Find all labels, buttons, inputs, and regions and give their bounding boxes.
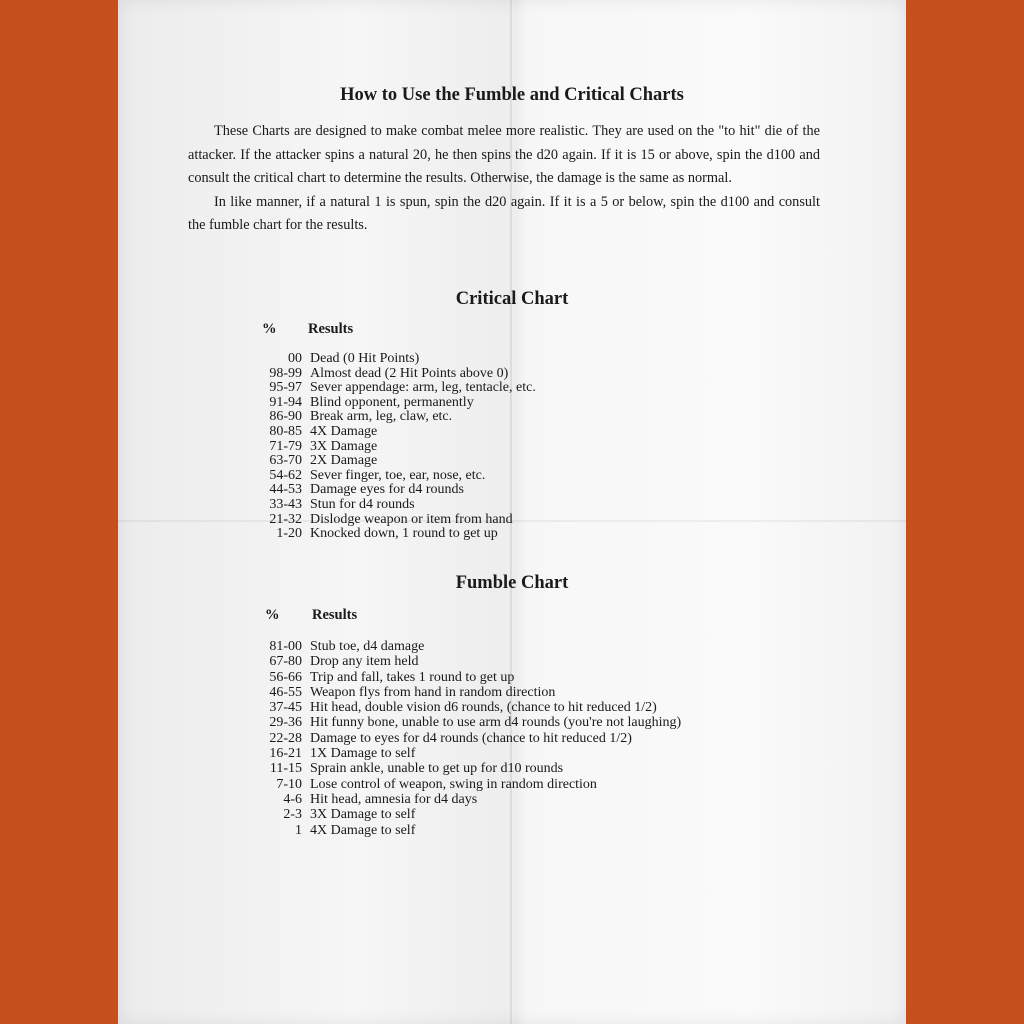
fumble-row-result: Trip and fall, takes 1 round to get up bbox=[310, 669, 515, 685]
critical-row-percent: 33-43 bbox=[269, 496, 302, 512]
critical-chart-row bbox=[260, 440, 536, 455]
critical-row-result: Almost dead (2 Hit Points above 0) bbox=[310, 365, 509, 381]
critical-row-percent: 86-90 bbox=[269, 409, 302, 425]
critical-chart-row bbox=[260, 469, 536, 484]
critical-row-percent: 44-53 bbox=[269, 482, 302, 498]
fumble-row-percent: 29-36 bbox=[269, 715, 302, 731]
critical-row-percent: 98-99 bbox=[269, 365, 302, 381]
fumble-row-result: Lose control of weapon, swing in random direction bbox=[310, 776, 597, 792]
critical-row-percent: 91-94 bbox=[269, 394, 302, 410]
fumble-row-result: Damage to eyes for d4 rounds (chance to hit reduced 1/2) bbox=[310, 730, 632, 746]
fumble-chart-row bbox=[260, 777, 681, 792]
critical-col-percent: % bbox=[262, 321, 277, 337]
fumble-col-percent: % bbox=[265, 607, 280, 623]
fumble-row-result: 4X Damage to self bbox=[310, 822, 416, 838]
fumble-row-result: Hit funny bone, unable to use arm d4 rounds (you're not laughing) bbox=[310, 715, 682, 731]
fumble-chart-row bbox=[260, 654, 681, 669]
fumble-chart-row bbox=[260, 670, 681, 685]
fumble-col-results: Results bbox=[312, 607, 358, 623]
intro-paragraph: In like manner, if a natural 1 is spun, spin the d20 again. If it is a 5 or below, spin the d100 and consult the fumble chart for the results. bbox=[188, 193, 820, 234]
fumble-row-percent: 37-45 bbox=[269, 700, 302, 716]
fumble-row-percent: 4-6 bbox=[283, 791, 302, 807]
fumble-row-percent: 22-28 bbox=[269, 730, 302, 746]
fumble-chart-row bbox=[260, 761, 681, 776]
critical-row-result: 4X Damage bbox=[310, 423, 378, 439]
critical-row-percent: 1-20 bbox=[276, 526, 302, 542]
fumble-row-percent: 67-80 bbox=[269, 654, 302, 670]
critical-chart-row bbox=[260, 396, 536, 411]
critical-row-result: Break arm, leg, claw, etc. bbox=[310, 409, 453, 425]
critical-row-result: Dead (0 Hit Points) bbox=[310, 351, 420, 366]
fumble-row-result: Hit head, amnesia for d4 days bbox=[310, 791, 478, 807]
fumble-row-percent: 56-66 bbox=[269, 669, 302, 685]
fumble-chart-row bbox=[260, 746, 681, 761]
critical-row-result: Damage eyes for d4 rounds bbox=[310, 482, 464, 498]
critical-row-percent: 00 bbox=[288, 351, 302, 366]
fumble-row-percent: 16-21 bbox=[269, 746, 302, 762]
fumble-row-result: Sprain ankle, unable to get up for d10 rounds bbox=[310, 761, 564, 777]
critical-row-result: Sever finger, toe, ear, nose, etc. bbox=[310, 467, 486, 483]
fumble-chart-row bbox=[260, 715, 681, 730]
fumble-row-result: Stub toe, d4 damage bbox=[310, 639, 425, 654]
critical-chart-row bbox=[260, 381, 536, 396]
critical-row-percent: 63-70 bbox=[269, 453, 302, 469]
critical-row-percent: 95-97 bbox=[269, 380, 302, 396]
fumble-row-percent: 81-00 bbox=[269, 639, 302, 654]
fumble-row-percent: 1 bbox=[295, 822, 302, 838]
page-title: How to Use the Fumble and Critical Charts bbox=[340, 85, 684, 105]
critical-row-percent: 80-85 bbox=[269, 423, 302, 439]
intro-text bbox=[188, 120, 820, 238]
fumble-row-result: Drop any item held bbox=[310, 654, 419, 670]
critical-row-percent: 54-62 bbox=[269, 467, 302, 483]
fumble-chart-title: Fumble Chart bbox=[455, 573, 569, 593]
fumble-chart-row bbox=[260, 731, 681, 746]
fumble-chart-row bbox=[260, 792, 681, 807]
fumble-row-result: Hit head, double vision d6 rounds, (chance to hit reduced 1/2) bbox=[310, 700, 657, 716]
fumble-row-percent: 46-55 bbox=[269, 684, 302, 700]
critical-row-result: Stun for d4 rounds bbox=[310, 496, 415, 512]
critical-chart-row bbox=[260, 498, 536, 513]
critical-row-percent: 71-79 bbox=[269, 438, 302, 454]
fumble-row-percent: 11-15 bbox=[269, 761, 302, 777]
critical-chart-row bbox=[260, 425, 536, 440]
fumble-row-percent: 7-10 bbox=[276, 776, 302, 792]
critical-row-result: Knocked down, 1 round to get up bbox=[310, 526, 498, 542]
critical-chart-title: Critical Chart bbox=[455, 289, 569, 309]
critical-row-result: Dislodge weapon or item from hand bbox=[310, 511, 513, 527]
critical-chart-row bbox=[260, 367, 536, 382]
intro-paragraph: These Charts are designed to make combat melee more realistic. They are used on the "to hit" die of the attacker. If the attacker spins a natural 20, he then spins the d20 again. If it is 15 or above, spin the d100 and consult the critical chart to determine the results. Otherwise, the damage is the same as normal. bbox=[188, 123, 820, 187]
critical-row-result: Blind opponent, permanently bbox=[310, 394, 474, 410]
critical-chart-row bbox=[260, 527, 536, 542]
fumble-chart-row bbox=[260, 639, 681, 654]
critical-row-result: Sever appendage: arm, leg, tentacle, etc. bbox=[310, 380, 536, 396]
critical-chart-row bbox=[260, 513, 536, 528]
fumble-row-percent: 2-3 bbox=[283, 807, 302, 823]
fumble-chart-row bbox=[260, 823, 681, 838]
fumble-row-result: 1X Damage to self bbox=[310, 746, 416, 762]
paper-sheet bbox=[118, 0, 906, 1024]
critical-chart-row bbox=[260, 454, 536, 469]
fumble-chart-row bbox=[260, 807, 681, 822]
critical-col-results: Results bbox=[308, 321, 354, 337]
fumble-row-result: 3X Damage to self bbox=[310, 807, 416, 823]
critical-chart-row bbox=[260, 410, 536, 425]
critical-chart-table bbox=[260, 352, 536, 542]
fumble-chart-row bbox=[260, 700, 681, 715]
fumble-row-result: Weapon flys from hand in random direction bbox=[310, 684, 556, 700]
critical-row-result: 3X Damage bbox=[310, 438, 378, 454]
fumble-chart-table bbox=[260, 639, 681, 838]
critical-chart-row bbox=[260, 483, 536, 498]
critical-chart-row bbox=[260, 352, 536, 367]
fumble-chart-row bbox=[260, 685, 681, 700]
critical-row-percent: 21-32 bbox=[269, 511, 302, 527]
critical-row-result: 2X Damage bbox=[310, 453, 378, 469]
